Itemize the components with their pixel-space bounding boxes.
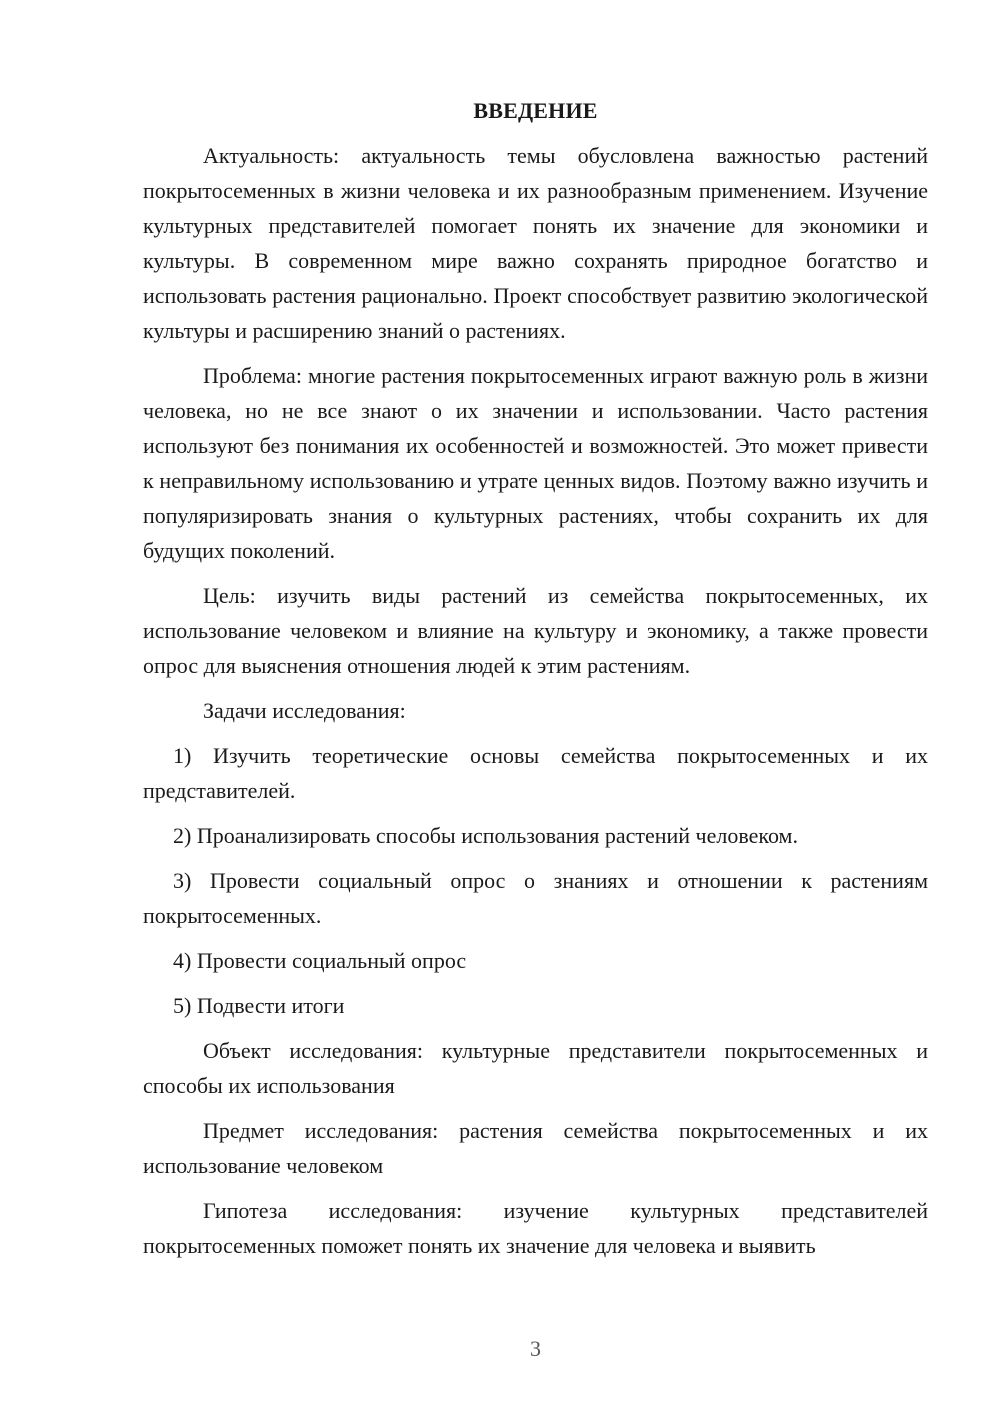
task-item-5: 5) Подвести итоги — [173, 993, 345, 1018]
task-item-1: 1) Изучить теоретические основы семейства покрытосеменных и их представителей. — [143, 743, 928, 803]
task-item-2: 2) Проанализировать способы использования растений человеком. — [173, 823, 798, 848]
paragraph-relevance: Актуальность: актуальность темы обусловлена важностью растений покрытосеменных в жизни человека и их разнообразным применением. Изучение культурных представителей помогает понять их значение для экономики и культуры. В современном мире важно сохранять природное богатство и использовать растения рационально. Проект способствует развитию экологической культуры и расширению знаний о растениях. — [143, 143, 928, 343]
page-number: 3 — [530, 1336, 541, 1361]
section-title: ВВЕДЕНИЕ — [473, 98, 598, 123]
paragraph-subject: Предмет исследования: растения семейства покрытосеменных и их использование человеком — [143, 1118, 928, 1178]
document-body — [143, 96, 928, 1273]
paragraph-object: Объект исследования: культурные представители покрытосеменных и способы их использования — [143, 1038, 928, 1098]
paragraph-goal: Цель: изучить виды растений из семейства покрытосеменных, их использование человеком и влияние на культуру и экономику, а также провести опрос для выяснения отношения людей к этим растениям. — [143, 583, 928, 678]
paragraph-hypothesis: Гипотеза исследования: изучение культурных представителей покрытосеменных поможет понять их значение для человека и выявить — [143, 1198, 928, 1258]
paragraph-tasks-heading: Задачи исследования: — [203, 698, 406, 723]
paragraph-problem: Проблема: многие растения покрытосеменных играют важную роль в жизни человека, но не все знают о их значении и использовании. Часто растения используют без понимания их особенностей и возможностей. Это может привести к неправильному использованию и утрате ценных видов. Поэтому важно изучить и популяризировать знания о культурных растениях, чтобы сохранить их для будущих поколений. — [143, 363, 928, 563]
task-item-3: 3) Провести социальный опрос о знаниях и отношении к растениям покрытосеменных. — [143, 868, 928, 928]
task-item-4: 4) Провести социальный опрос — [173, 948, 467, 973]
